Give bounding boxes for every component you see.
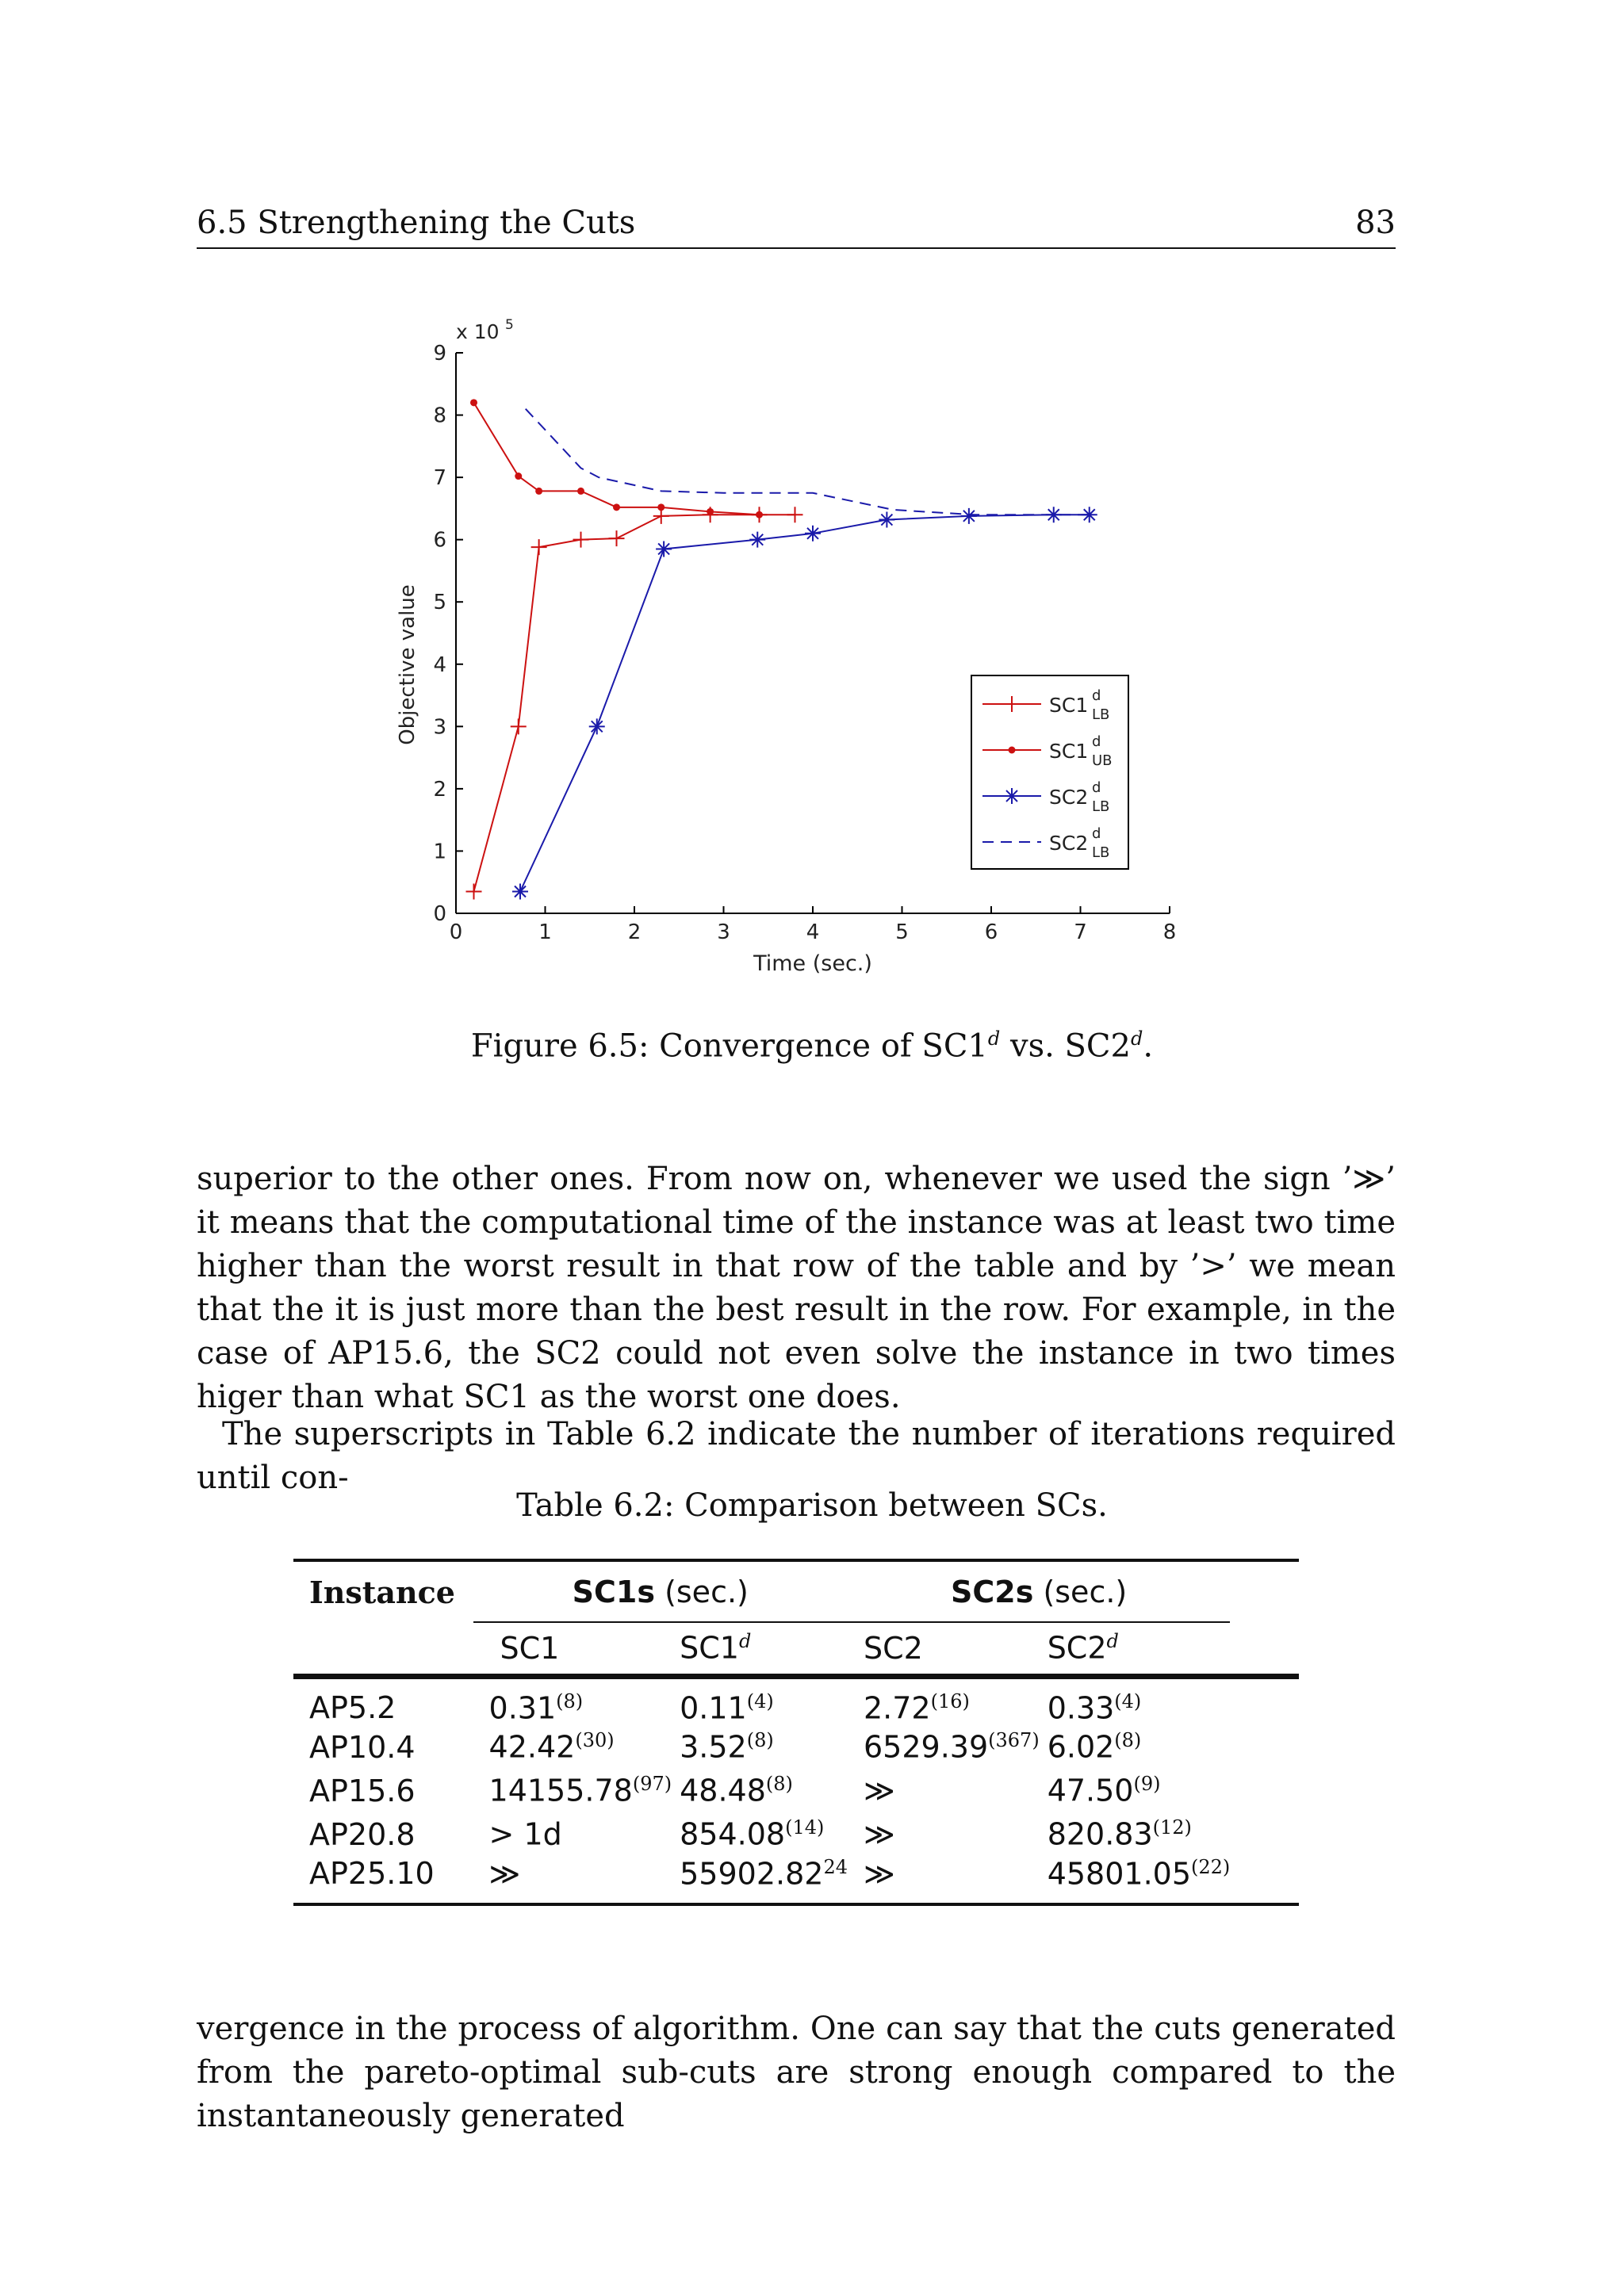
cell-value: 42.42$^{(30)}$ [488, 1729, 615, 1765]
x-tick-label: 1 [538, 920, 552, 944]
legend-label: SC1 [1049, 740, 1089, 763]
legend-label: SC2 [1049, 832, 1089, 855]
star-marker [512, 884, 528, 900]
page-number: 83 [1355, 205, 1396, 241]
x-tick-label: 5 [895, 920, 909, 944]
table-row [293, 1769, 1299, 1812]
y-tick-label: 5 [433, 591, 446, 615]
series-line [526, 409, 1090, 515]
legend-label: SC1 [1049, 694, 1089, 717]
header-group-sc1s: SC1s (sec.) [572, 1574, 749, 1609]
dot-marker [515, 473, 522, 480]
cell-value: 14155.78$^{(97)}$ [488, 1773, 672, 1808]
x-tick-label: 6 [984, 920, 998, 944]
x-tick-label: 0 [449, 920, 463, 944]
table-row [293, 1856, 1299, 1904]
running-header-section: 6.5 Strengthening the Cuts [197, 205, 636, 241]
star-marker [656, 541, 672, 557]
cell-instance: AP20.8 [309, 1816, 416, 1852]
legend-label-superscript: d [1092, 733, 1101, 750]
paragraph-2: The superscripts in Table 6.2 indicate the number of iterations required until con- [197, 1416, 1396, 1496]
dot-marker [1009, 747, 1016, 754]
y-tick-label: 7 [433, 466, 446, 491]
y-axis-label: Objective value [396, 584, 419, 745]
legend-label: SC2 [1049, 786, 1089, 809]
x-tick-label: 7 [1074, 920, 1087, 944]
cell-instance: AP15.6 [309, 1773, 416, 1808]
cell-value: 55902.82$^{24}$ [680, 1856, 848, 1892]
dot-marker [535, 488, 542, 495]
cell-value: 6.02$^{(8)}$ [1047, 1729, 1142, 1765]
star-marker [879, 512, 894, 528]
cell-value: 48.48$^{(8)}$ [680, 1773, 793, 1808]
legend-label-superscript: d [1092, 687, 1101, 704]
series-line [474, 403, 760, 515]
cell-value: 0.33$^{(4)}$ [1047, 1689, 1142, 1726]
star-marker [805, 526, 821, 541]
star-marker [589, 718, 605, 734]
star-marker [961, 508, 977, 524]
header-rule [197, 247, 1396, 249]
y-tick-label: 8 [433, 404, 446, 428]
y-tick-label: 2 [433, 777, 446, 802]
series-line [474, 515, 795, 891]
dot-marker [707, 508, 714, 515]
y-tick-label: 3 [433, 715, 446, 740]
cell-value: 2.72$^{(16)}$ [864, 1689, 970, 1726]
plus-marker [466, 884, 482, 900]
plus-marker [511, 718, 527, 734]
x-tick-label: 2 [627, 920, 642, 944]
header-instance: Instance [309, 1574, 455, 1610]
cell-value: 0.11$^{(4)}$ [680, 1689, 774, 1726]
cell-instance: AP25.10 [309, 1856, 435, 1892]
header-group-sc2s: SC2s (sec.) [951, 1574, 1128, 1609]
convergence-chart [381, 309, 1189, 991]
x-tick-label: 3 [717, 920, 730, 944]
paragraph-3: vergence in the process of algorithm. One can say that the cuts generated from the pareto-optimal sub-cuts are strong enough compared to the instantaneously generated [197, 2011, 1396, 2134]
plus-marker [573, 532, 589, 548]
cell-value: 47.50$^{(9)}$ [1047, 1773, 1161, 1808]
dot-marker [657, 503, 665, 511]
table-row [293, 1676, 1299, 1725]
y-multiplier-exponent: 5 [505, 317, 514, 333]
cell-value: 6529.39$^{(367)}$ [864, 1729, 1040, 1765]
cell-value: 3.52$^{(8)}$ [680, 1729, 774, 1765]
legend-label-subscript: LB [1092, 798, 1110, 815]
cell-value: 45801.05$^{(22)}$ [1047, 1856, 1231, 1892]
cell-value: ≫ [864, 1773, 895, 1808]
cell-value: 854.08$^{(14)}$ [680, 1816, 825, 1852]
cell-value: 820.83$^{(12)}$ [1047, 1816, 1192, 1852]
legend-label-subscript: LB [1092, 844, 1110, 861]
cell-value: 0.31$^{(8)}$ [488, 1689, 584, 1726]
x-axis-label: Time (sec.) [753, 951, 872, 976]
legend-label-subscript: LB [1092, 706, 1110, 723]
cell-value: ≫ [488, 1856, 521, 1892]
col-header-sc2: SC2 [848, 1622, 1040, 1676]
table-row [293, 1812, 1299, 1856]
comparison-table [293, 1559, 1299, 1906]
y-multiplier: x 10 [456, 320, 500, 343]
cell-value: ≫ [864, 1856, 895, 1892]
table-caption: Table 6.2: Comparison between SCs. [516, 1487, 1108, 1524]
dot-marker [756, 511, 763, 519]
figure-caption: Figure 6.5: Convergence of SC1$^d$ vs. SC2$^d$. [470, 1027, 1154, 1065]
legend-label-subscript: UB [1092, 752, 1113, 769]
cell-instance: AP10.4 [309, 1729, 416, 1765]
plus-marker [609, 530, 625, 546]
dot-marker [470, 399, 477, 406]
legend-label-superscript: d [1092, 825, 1101, 842]
y-tick-label: 1 [433, 840, 446, 864]
plus-marker [531, 539, 547, 555]
dot-marker [613, 503, 620, 511]
cell-value: > 1d [488, 1816, 562, 1852]
paragraph-1: superior to the other ones. From now on, whenever we used the sign ’≫’ it means that the computational time of the instance was at least two time higher than the worst result in that row of the table and by ’>’ we mean that the it is just more than the best result in the row. For example, in the case of AP15.6, the SC2 could not even solve the instance in two times higer than what SC1 as the worst one does. [197, 1161, 1396, 1415]
col-header-sc1d: SC1$^d$ [672, 1622, 848, 1676]
col-header-sc2d: SC2$^d$ [1040, 1622, 1231, 1676]
x-tick-label: 8 [1162, 920, 1177, 944]
y-tick-label: 9 [433, 342, 446, 365]
y-tick-label: 4 [433, 652, 446, 677]
x-tick-label: 4 [806, 920, 820, 944]
star-marker [749, 532, 765, 548]
col-header-sc1: SC1 [473, 1622, 672, 1676]
convergence-figure [381, 309, 1189, 991]
legend-label-superscript: d [1092, 779, 1101, 796]
star-marker [1004, 788, 1020, 804]
y-tick-label: 0 [433, 902, 446, 926]
table-row [293, 1725, 1299, 1769]
cell-instance: AP5.2 [309, 1689, 396, 1725]
dot-marker [577, 488, 584, 495]
y-tick-label: 6 [433, 528, 446, 553]
plus-marker [787, 507, 803, 522]
cell-value: ≫ [864, 1816, 895, 1852]
